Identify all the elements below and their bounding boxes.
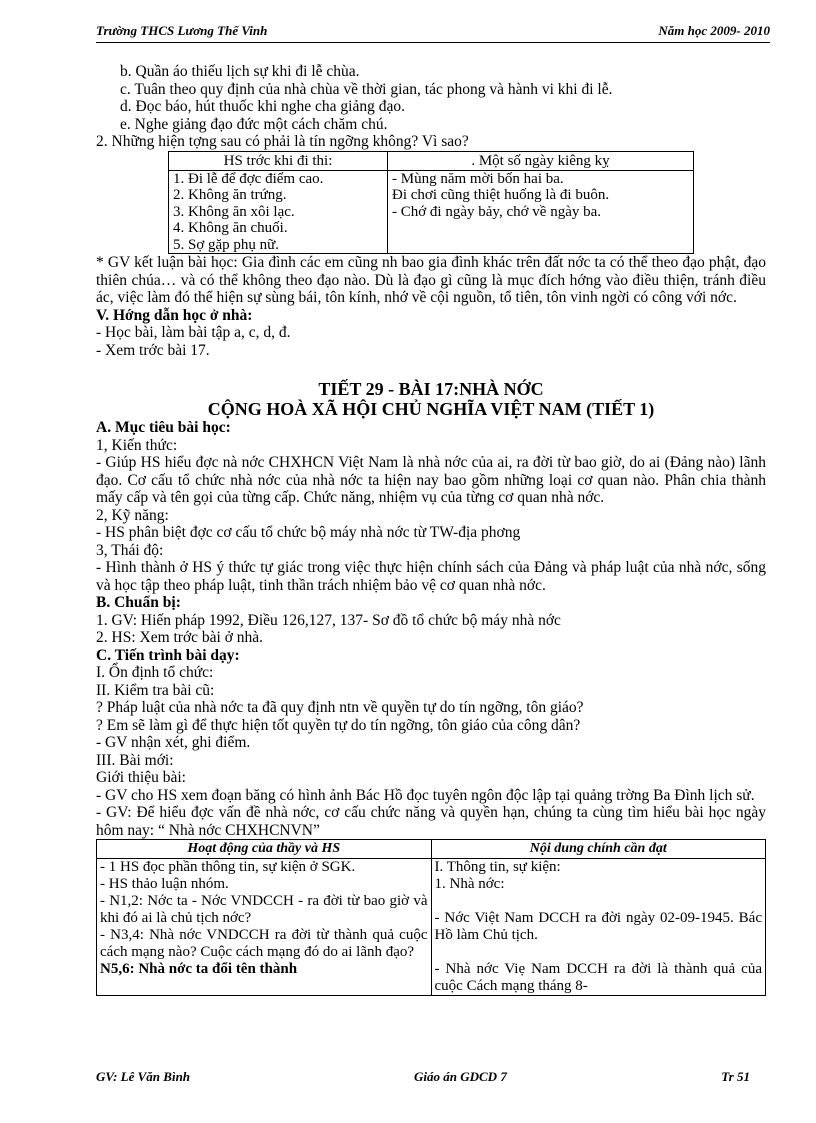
cell-line: 4. Không ăn chuối. — [173, 220, 288, 236]
table-header: Nội dung chính cần đạt — [431, 840, 766, 859]
homework-item: - Học bài, làm bài tập a, c, d, đ. — [96, 324, 291, 341]
cell-line: I. Thông tin, sự kiện: — [434, 859, 561, 875]
cell-line: 5. Sợ gặp phụ nữ. — [173, 236, 280, 253]
cell-line: - HS thảo luận nhóm. — [100, 876, 229, 892]
paragraph: - HS phân biệt đợc cơ cấu tổ chức bộ máy nhà nớc từ TW-địa phơng — [96, 524, 521, 541]
table-cell-taboo — [388, 170, 694, 254]
process-item: ? Em sẽ làm gì để thực hiện tốt quyền tự do tín ngỡng, tôn giáo của công dân? — [96, 716, 581, 734]
header-year: Năm học 2009- 2010 — [658, 23, 770, 38]
section-heading: A. Mục tiêu bài học: — [96, 419, 231, 436]
superstition-table — [168, 151, 694, 255]
footer-teacher: GV: Lê Văn Bình — [96, 1069, 191, 1084]
cell-line — [435, 893, 763, 910]
list-item: b. Quần áo thiếu lịch sự khi đi lễ chùa. — [120, 63, 360, 80]
list-item: d. Đọc báo, hút thuốc khi nghe cha giảng đạo. — [120, 98, 405, 115]
homework-item: - Xem trớc bài 17. — [96, 341, 210, 359]
cell-line: - 1 HS đọc phần thông tin, sự kiện ở SGK. — [100, 859, 356, 875]
cell-line: 3. Không ăn xôi lạc. — [173, 203, 295, 220]
cell-line: - N3,4: Nhà nớc VNDCCH ra đời từ thành quả cuộc cách mạng nào? Cuộc cách mạng đó do ai lãnh đạo? — [100, 927, 428, 960]
process-item: ? Pháp luật của nhà nớc ta đã quy định ntn về quyền tự do tín ngỡng, tôn giáo? — [96, 699, 584, 716]
header-school: Trường THCS Lương Thế Vinh — [96, 23, 268, 38]
sub-heading: 1, Kiến thức: — [96, 436, 178, 454]
cell-line: - Nớc Việt Nam DCCH ra đời ngày 02-09-1945. Bác Hồ làm Chủ tịch. — [434, 910, 762, 943]
prep-item: 1. GV: Hiến pháp 1992, Điều 126,127, 137- Sơ đồ tổ chức bộ máy nhà nớc — [96, 611, 561, 629]
process-item: II. Kiểm tra bài cũ: — [96, 681, 215, 699]
document-body — [96, 63, 766, 996]
lesson-title: TIẾT 29 - BÀI 17:NHÀ NỚC — [318, 379, 544, 399]
footer-subject: Giáo án GDCD 7 — [414, 1069, 507, 1084]
table-cell-exam — [169, 170, 388, 254]
question-2: 2. Những hiện tợng sau có phải là tín ngỡng không? Vì sao? — [96, 133, 469, 150]
section-heading: B. Chuẩn bị: — [96, 594, 181, 611]
process-item: I. Ổn định tổ chức: — [96, 664, 214, 681]
cell-line: - N1,2: Nớc ta - Nớc VNDCCH - ra đời từ bao giờ và khi đó ai là chủ tịch nớc? — [100, 893, 428, 926]
cell-line: - Chớ đi ngày bảy, chớ về ngày ba. — [392, 203, 602, 220]
cell-line — [435, 944, 763, 961]
list-item: c. Tuân theo quy định của nhà chùa về thời gian, tác phong và hành vi khi đi lễ. — [120, 80, 613, 98]
footer-page: Tr 51 — [721, 1069, 750, 1084]
paragraph: - Hình thành ở HS ý thức tự giác trong việc thực hiện chính sách của Đảng và pháp luật của nhà nớc, sống và học tập theo pháp luật, tinh thần trách nhiệm bảo vệ cơ quan nhà nớc. — [96, 559, 766, 594]
section-heading: V. Hớng dẫn học ở nhà: — [96, 306, 253, 324]
table-cell-content — [431, 859, 766, 996]
paragraph: - GV: Để hiểu đợc vấn đề nhà nớc, cơ cấu chức năng và quyền hạn, chúng ta cùng tìm hiểu bài học ngày hôm nay: “ Nhà nớc CHXHCNVN” — [96, 804, 766, 839]
lesson-subtitle: CỘNG HOÀ XÃ HỘI CHỦ NGHĨA VIỆT NAM (TIẾT 1) — [207, 399, 655, 419]
table-header: . Một số ngày kiêng kỵ — [388, 151, 694, 170]
section-heading: C. Tiến trình bài dạy: — [96, 646, 240, 664]
cell-line: 1. Đi lễ để đợc điểm cao. — [173, 170, 324, 187]
cell-line: - Nhà nớc Viẹ Nam DCCH ra đời là thành quả của cuộc Cách mạng tháng 8- — [434, 961, 762, 994]
cell-line: - Mùng năm mời bốn hai ba. — [392, 170, 564, 187]
list-item: e. Nghe giảng đạo đức một cách chăm chú. — [120, 115, 388, 133]
cell-line: Đi chơi cũng thiệt huống là đi buôn. — [392, 187, 610, 203]
paragraph: - GV cho HS xem đoạn băng có hình ảnh Bác Hồ đọc tuyên ngôn độc lập tại quảng trờng Ba Đình lịch sử. — [96, 786, 755, 804]
page-footer — [96, 1068, 770, 1090]
sub-heading: 3, Thái độ: — [96, 541, 164, 559]
table-header: HS trớc khi đi thi: — [169, 151, 388, 170]
table-cell-activity — [97, 859, 432, 996]
cell-line: 2. Không ăn trứng. — [173, 187, 287, 203]
sub-heading: 2, Kỹ năng: — [96, 506, 169, 524]
page-header — [96, 18, 770, 43]
gv-conclusion: * GV kết luận bài học: Gia đình các em cũng nh bao gia đình khác trên đất nớc ta có thể theo đạo phật, đạo thiên chúa… và có thể không theo đạo nào. Dù là đạo gì cũng là mục đích hớng vào điều thiện, tránh điều ác, việc làm đó thể hiện sự sùng bái, tôn kính, nhớ về cội nguồn, tổ tiên, tôn vinh ngời có công với nớc. — [96, 254, 766, 306]
process-item: - GV nhận xét, ghi điểm. — [96, 734, 251, 751]
process-item: III. Bài mới: — [96, 751, 174, 769]
prep-item: 2. HS: Xem trớc bài ở nhà. — [96, 629, 264, 646]
table-header: Hoạt động của thầy và HS — [97, 840, 432, 859]
process-item: Giới thiệu bài: — [96, 769, 186, 786]
cell-line: 1. Nhà nớc: — [434, 876, 505, 892]
cell-line: N5,6: Nhà nớc ta đổi tên thành — [100, 961, 298, 977]
activity-table — [96, 839, 766, 996]
paragraph: - Giúp HS hiểu đợc nà nớc CHXHCN Việt Nam là nhà nớc của ai, ra đời từ bao giờ, do ai (Đảng nào) lãnh đạo. Cơ cấu tổ chức nhà nớc của nhà nớc ta hiện nay bao gồm những loại cơ quan nào. Phân chia thành mấy cấp và tên gọi của từng cấp. Chức năng, nhiệm vụ của từng cơ quan nhà nớc. — [96, 454, 766, 506]
